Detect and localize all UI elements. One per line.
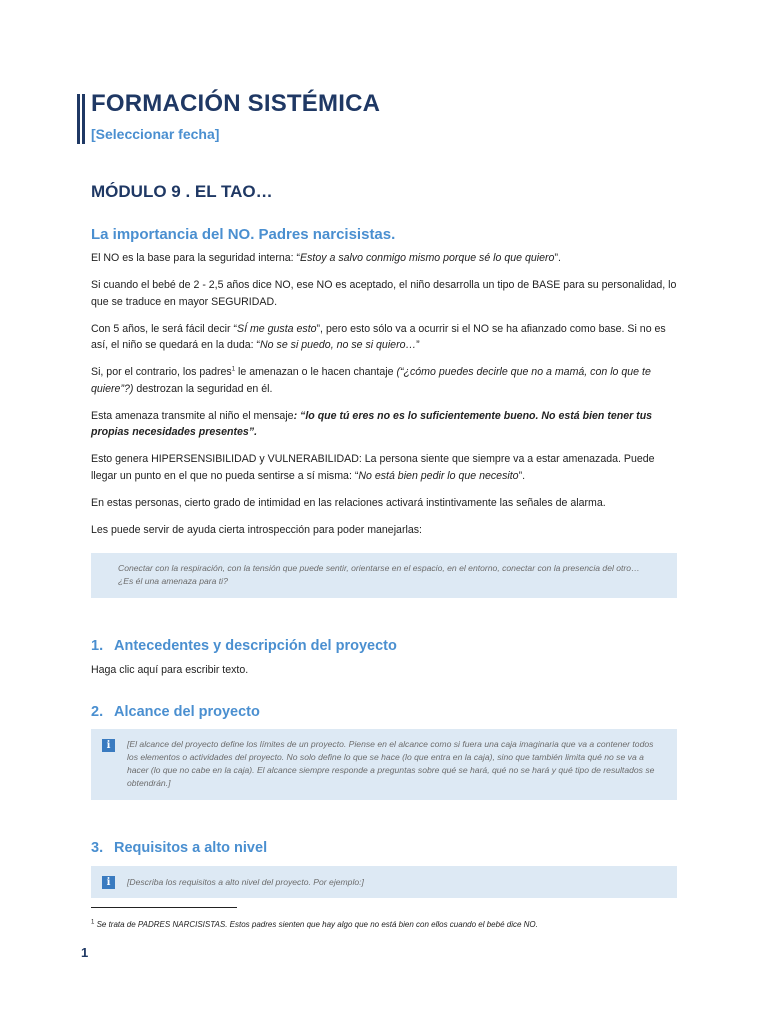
footnote-marker: 1 [91, 919, 95, 926]
document-title: FORMACIÓN SISTÉMICA [91, 90, 381, 117]
text-run: ”. [518, 469, 526, 482]
info-box-requisitos [91, 866, 677, 898]
paragraph [91, 451, 681, 484]
bold-italic-text: : “lo que tú eres no es lo suficientemente bueno. No está bien tener tus propias necesidades presentes”. [91, 409, 653, 438]
text-run: le amenazan o le hacen chantaje [235, 366, 397, 378]
paragraph [91, 364, 681, 397]
text-run: Esta amenaza transmite al niño el mensaje [91, 409, 294, 422]
text-run: ”, pero esto sólo va a ocurrir si el NO se ha afianzado como base. Si no es así, el niño se quedará en la duda: “ [91, 322, 666, 351]
paragraph [91, 250, 681, 267]
placeholder-text-field[interactable]: Haga clic aquí para escribir texto. [91, 664, 249, 676]
page-number: 1 [81, 945, 89, 960]
title-accent-bar [77, 94, 80, 144]
text-run: Esto genera HIPERSENSIBILIDAD y VULNERABILIDAD: La persona siente que siempre va a estar amenazada. Puede llegar un punto en el que no pueda sentirse a sí misma: “ [91, 453, 655, 482]
info-text[interactable]: [El alcance del proyecto define los límites de un proyecto. Piense en el alcance como si fuera una caja imaginaria que va a contener todos los elementos o actividades del proyecto. No solo define lo que se hace (lo que entra en la caja), sino que también limita qué no se va a hacer (lo que no cabe en la caja). El alcance siempre responde a preguntas sobre qué se hará, qué no se hará y qué tipo de resultados se obtendrán.] [127, 739, 655, 788]
paragraph: En estas personas, cierto grado de intimidad en las relaciones activará instintivamente las señales de alarma. [91, 496, 606, 509]
section-title: Antecedentes y descripción del proyecto [114, 638, 397, 654]
title-accent-bar-inner [82, 94, 85, 144]
paragraph: Si cuando el bebé de 2 - 2,5 años dice NO, ese NO es aceptado, el niño desarrolla un tipo de BASE para su personalidad, lo que se traduce en mayor SEGURIDAD. [91, 279, 677, 308]
section-title: Alcance del proyecto [114, 704, 260, 720]
info-box-alcance [91, 729, 677, 800]
section-number: 1. [91, 638, 104, 654]
text-run: El NO es la base para la seguridad interna: “ [91, 252, 301, 264]
text-run: Con 5 años, le será fácil decir “ [91, 322, 238, 335]
emphasis-text: Estoy a salvo conmigo mismo porque sé lo que quiero [300, 252, 555, 264]
section-number: 3. [91, 840, 104, 856]
emphasis-text: No se si puedo, no se si quiero… [260, 339, 417, 351]
paragraph [91, 408, 681, 441]
footnote-separator [91, 907, 237, 908]
footnote-reference[interactable]: 1 [231, 366, 236, 373]
footnote [91, 920, 538, 929]
info-icon: i [102, 876, 115, 889]
module-title: MÓDULO 9 . EL TAO… [91, 182, 273, 201]
paragraph: Les puede servir de ayuda cierta introspección para poder manejarlas: [91, 523, 422, 536]
info-text[interactable]: [Describa los requisitos a alto nivel del proyecto. Por ejemplo:] [127, 877, 364, 887]
text-run: ” [416, 339, 420, 351]
text-run: ”. [554, 252, 561, 264]
emphasis-text: No está bien pedir lo que necesito [358, 469, 519, 482]
emphasis-text: (“¿cómo puedes decirle que no a mamá, con lo que te quiere”?) [91, 366, 651, 395]
section-title: Requisitos a alto nivel [114, 840, 268, 856]
section-number: 2. [91, 704, 104, 720]
footnote-text: Se trata de PADRES NARCISISTAS. Estos padres sienten que hay algo que no está bien con ellos cuando el bebé dice NO. [94, 920, 538, 929]
emphasis-text: SÍ me gusta esto [237, 322, 317, 335]
date-picker-field[interactable]: [Seleccionar fecha] [91, 126, 220, 142]
text-run: Si, por el contrario, los padres [91, 366, 232, 378]
quote-note-box: Conectar con la respiración, con la tensión que puede sentir, orientarse en el espacio, en el entorno, conectar con la presencia del otro… ¿Es él una amenaza para ti? [91, 553, 677, 598]
section-heading-requisitos [91, 840, 267, 856]
text-run: destrozan la seguridad en él. [133, 382, 273, 395]
section-heading-antecedentes [91, 638, 397, 654]
paragraph [91, 321, 681, 354]
module-subtitle: La importancia del NO. Padres narcisistas. [91, 226, 396, 243]
info-icon: i [102, 739, 115, 752]
section-heading-alcance [91, 704, 260, 720]
body-text [91, 250, 681, 549]
